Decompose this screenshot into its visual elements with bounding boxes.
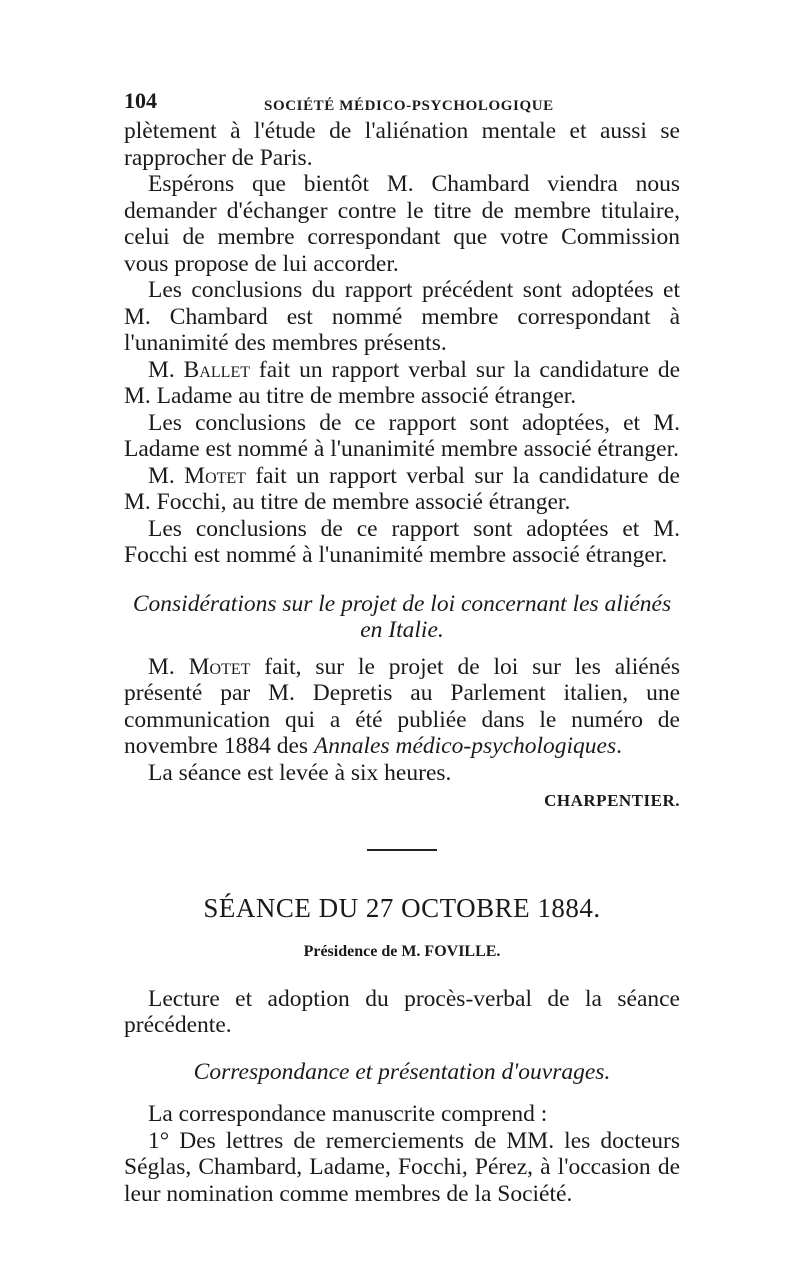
text-run: . — [616, 733, 622, 759]
signature: CHARPENTIER. — [544, 791, 680, 810]
section-title: Considérations sur le projet de loi concernant les aliénés en Italie. — [132, 590, 672, 643]
paragraph — [124, 463, 680, 516]
presidence-line: Présidence de M. FOVILLE. — [303, 943, 501, 960]
page-number: 104 — [124, 88, 157, 113]
member-name: Ballet — [183, 356, 250, 383]
separator-rule — [367, 849, 437, 851]
text-run: M. — [148, 356, 184, 383]
paragraph: La correspondance manuscrite comprend : — [148, 1101, 548, 1127]
seance-title: SÉANCE DU 27 OCTOBRE 1884. — [203, 892, 601, 923]
paragraph: plètement à l'étude de l'aliénation mentale et aussi se rapprocher de Paris. — [124, 118, 680, 171]
paragraph — [124, 654, 680, 760]
text-run: fait, sur le projet de loi sur les aliénés présenté par M. Depretis au Parlement italien, une communication qui a été publiée dans le numéro de novembre 1884 des — [124, 653, 680, 759]
paragraph: La séance est levée à six heures. — [148, 759, 452, 786]
paragraph: 1° Des lettres de remerciements de MM. les docteurs Séglas, Chambard, Ladame, Focchi, Pérez, à l'occasion de leur nomination comme membres de la Société. — [124, 1127, 680, 1207]
paragraph: Les conclusions de ce rapport sont adoptées et M. Focchi est nommé à l'unanimité membre associé étranger. — [124, 515, 680, 568]
text-run: fait un rapport verbal sur la candidature de M. Ladame au titre de membre associé étranger. — [124, 356, 680, 409]
paragraph: Les conclusions du rapport précédent sont adoptées et M. Chambard est nommé membre correspondant à l'unanimité des membres présents. — [124, 277, 680, 356]
text-run: fait un rapport verbal sur la candidature de M. Focchi, au titre de membre associé étranger. — [124, 462, 680, 515]
paragraph: Espérons que bientôt M. Chambard viendra nous demander d'échanger contre le titre de membre titulaire, celui de membre correspondant que votre Commission vous propose de lui accorder. — [124, 171, 680, 277]
paragraph — [124, 357, 680, 410]
text-run: M. — [148, 653, 189, 680]
paragraph: Les conclusions de ce rapport sont adoptées, et M. Ladame est nommé à l'unanimité membre associé étranger. — [124, 409, 680, 462]
member-name: Motet — [184, 462, 246, 489]
book-page — [124, 88, 680, 1207]
running-header — [124, 88, 680, 118]
member-name: Motet — [188, 653, 251, 680]
text-run: M. — [148, 462, 185, 489]
subsection-title: Correspondance et présentation d'ouvrages. — [193, 1058, 611, 1085]
paragraph: Lecture et adoption du procès-verbal de la séance précédente. — [124, 985, 680, 1038]
journal-title: Annales médico-psychologiques — [313, 733, 617, 759]
running-title: SOCIÉTÉ MÉDICO-PSYCHOLOGIQUE — [264, 98, 554, 114]
